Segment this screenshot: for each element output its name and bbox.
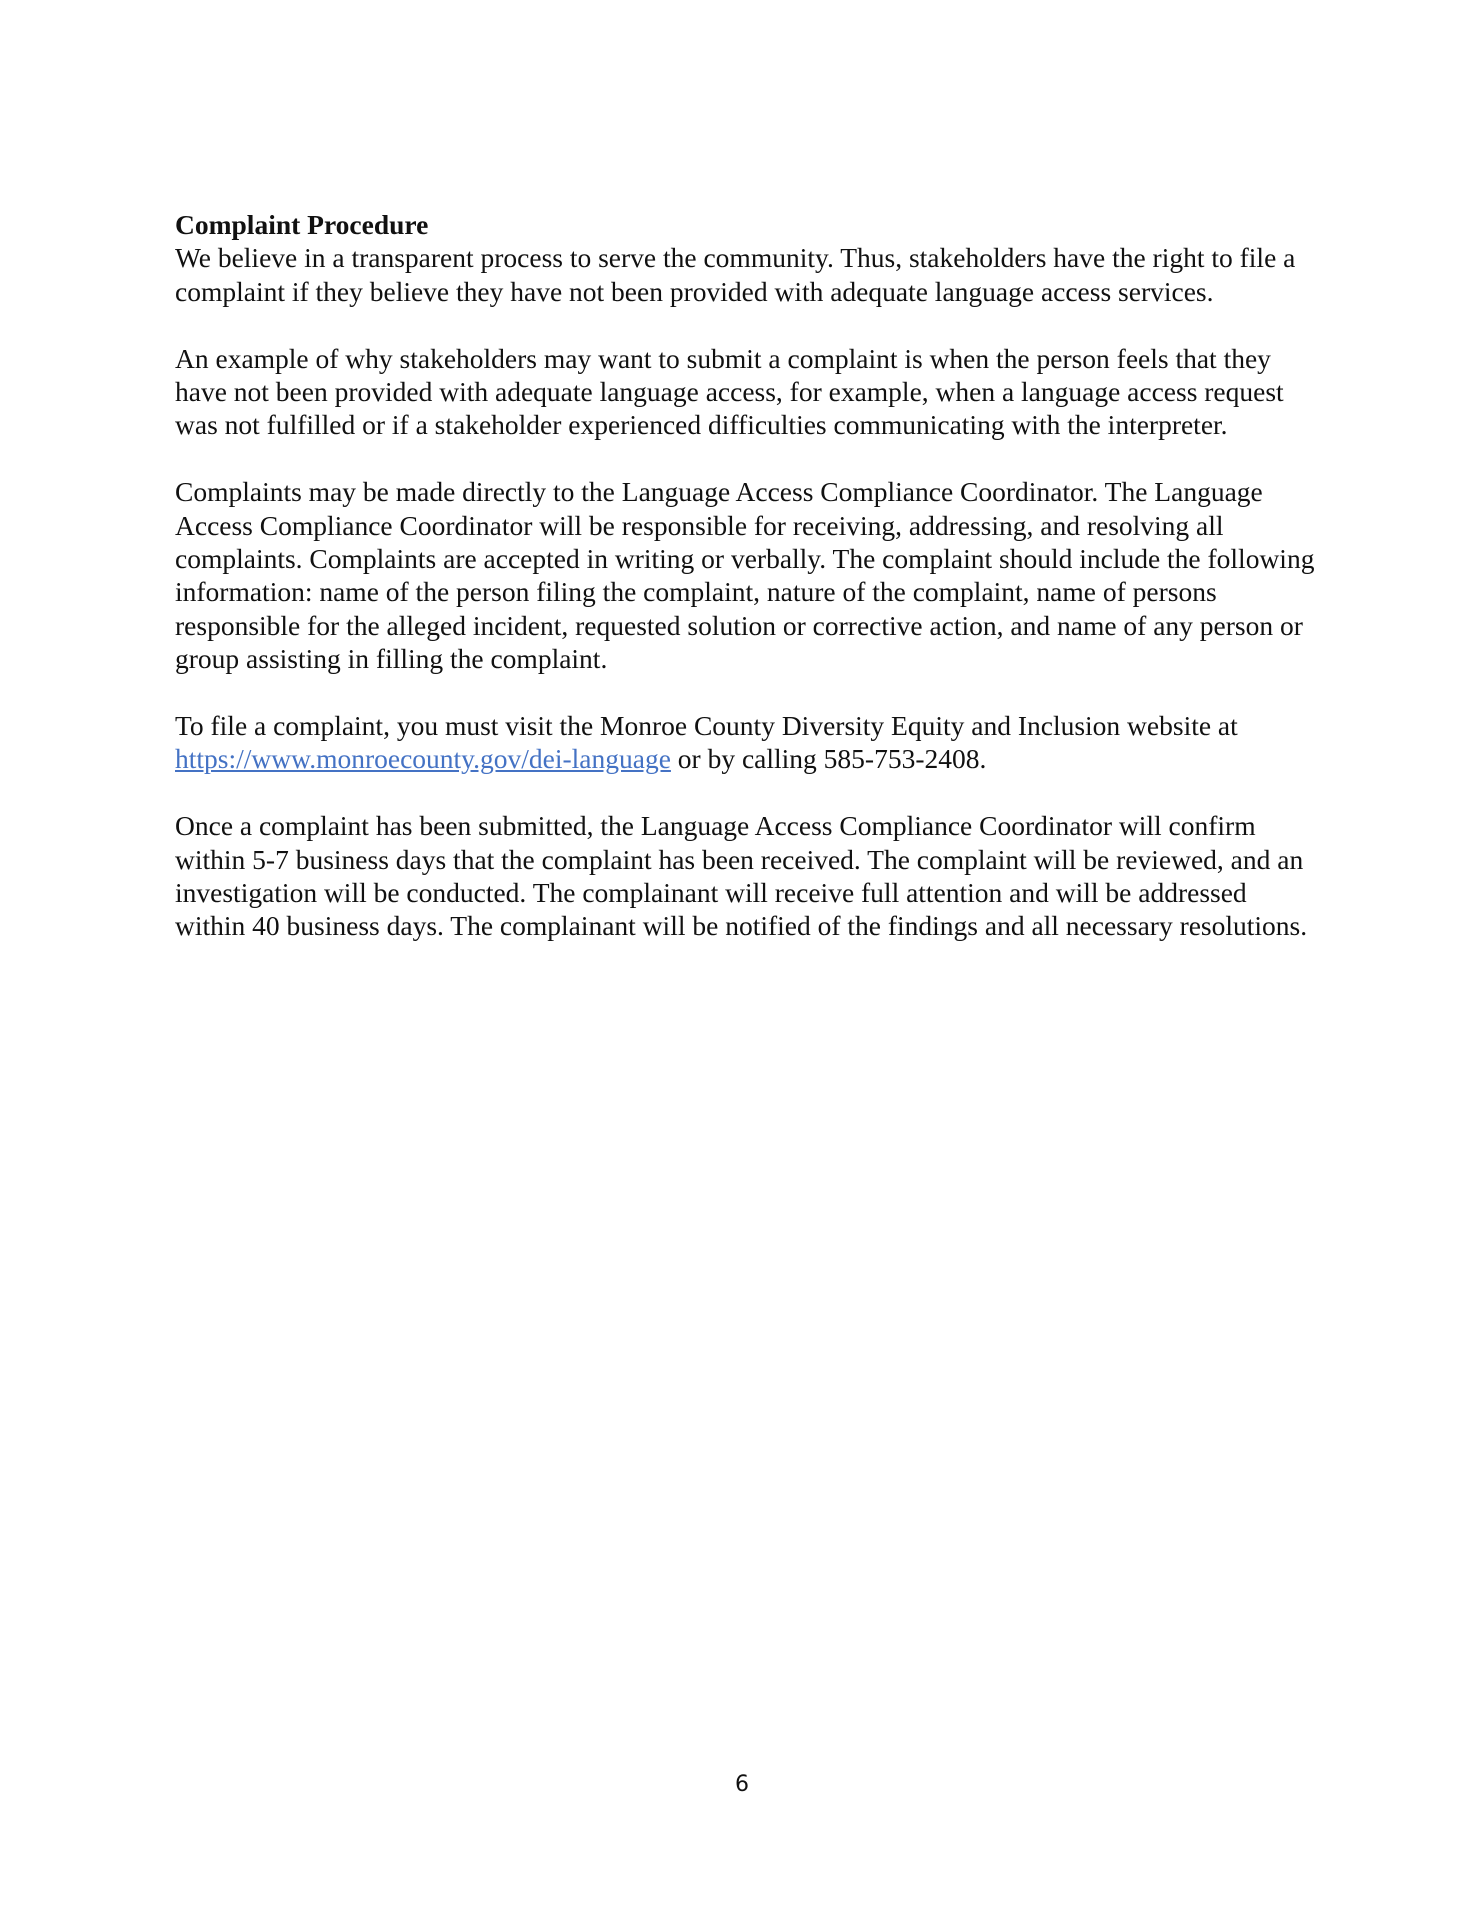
contact-text-before: To file a complaint, you must visit the Monroe County Diversity Equity and Inclusion website at bbox=[175, 710, 1238, 742]
contact-text-after: or by calling 585-753-2408. bbox=[670, 743, 987, 775]
section-heading: Complaint Procedure bbox=[175, 209, 429, 240]
closing-paragraph: Once a complaint has been submitted, the Language Access Compliance Coordinator will confirm within 5-7 business days that the complaint has been received. The complaint will be reviewed, and an investigation will be conducted. The complainant will receive full attention and will be addressed within 40 business days. The complainant will be notified of the findings and all necessary resolutions. bbox=[175, 810, 1308, 942]
contact-paragraph bbox=[175, 709, 1315, 776]
example-paragraph: An example of why stakeholders may want to submit a complaint is when the person feels that they have not been provided with adequate language access, for example, when a language access request was not fulfilled or if a stakeholder experienced difficulties communicating with the interpreter. bbox=[175, 342, 1284, 441]
page-number: 6 bbox=[735, 1772, 749, 1797]
document-body bbox=[175, 208, 1315, 976]
dei-language-link[interactable]: https://www.monroecounty.gov/dei-language bbox=[175, 743, 671, 775]
intro-paragraph: We believe in a transparent process to serve the community. Thus, stakeholders have the right to file a complaint if they believe they have not been provided with adequate language access services. bbox=[175, 242, 1296, 307]
coordinator-paragraph: Complaints may be made directly to the Language Access Compliance Coordinator. The Language Access Compliance Coordinator will be responsible for receiving, addressing, and resolving all complaints. Complaints are accepted in writing or verbally. The complaint should include the following information: name of the person filing the complaint, nature of the complaint, name of persons responsible for the alleged incident, requested solution or corrective action, and name of any person or group assisting in filling the complaint. bbox=[175, 476, 1315, 675]
